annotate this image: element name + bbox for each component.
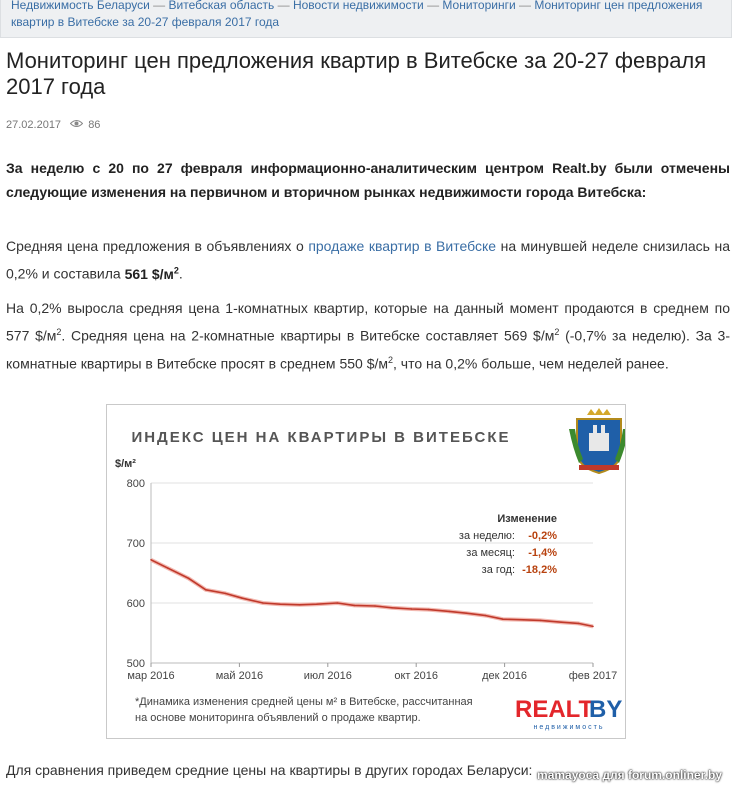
article-meta [6, 119, 100, 131]
breadcrumb-separator: — [423, 0, 443, 12]
data-point [316, 603, 318, 605]
paragraph-text: . Средняя цена на 2-комнатные квартиры в Витебске составляет 569 $/м [61, 327, 555, 344]
paragraph-text: на минувшей неделе снизилась на 0,2% и составила [6, 238, 731, 282]
data-point [540, 620, 542, 622]
superscript: 2 [173, 265, 179, 275]
data-point [167, 567, 169, 569]
comparison-intro: Для сравнения приведем средние цены на квартиры в других городах Беларуси: [6, 762, 533, 778]
data-point [411, 608, 413, 610]
legend-value-year: -18,2% [522, 564, 557, 576]
paragraph-text: Средняя цена предложения в объявлениях о [6, 238, 309, 254]
breadcrumb [0, 0, 732, 38]
legend-value-month: -1,4% [528, 547, 557, 559]
page-title: Мониторинг цен предложения квартир в Витебске за 20-27 февраля 2017 года [6, 48, 707, 99]
breadcrumb-separator: — [515, 0, 535, 12]
paragraph-text: На 0,2% выросла средняя цена 1-комнатных квартир, которые на данный момент продаются в среднем по 577 $/м [6, 300, 730, 344]
article-date: 27.02.2017 [6, 119, 62, 131]
article-lead: За неделю с 20 по 27 февраля информационно-аналитическим центром Realt.by были отмечены следующие изменения на первичном и вторичном рынках недвижимости города Витебска: [6, 160, 730, 200]
paragraph-text: . [178, 265, 183, 282]
coat-of-arms-icon [569, 408, 625, 473]
breadcrumb-item-current[interactable]: Мониторинг цен предложения квартир в Витебске за 20-27 февраля 2017 года [11, 0, 703, 29]
chart-title: ИНДЕКС ЦЕН НА КВАРТИРЫ В ВИТЕБСКЕ [131, 429, 511, 446]
y-tick-label: 500 [126, 658, 145, 670]
data-point [150, 559, 152, 561]
sale-apartments-link[interactable]: продаже квартир в Витебске [308, 238, 497, 254]
data-point [374, 605, 376, 607]
data-point [279, 603, 281, 605]
data-point [592, 626, 594, 628]
data-point [354, 605, 356, 607]
data-point [225, 593, 227, 595]
legend-label-month: за месяц: [466, 547, 515, 559]
y-tick-label: 800 [126, 478, 145, 490]
x-tick-label: фев 2017 [568, 670, 618, 682]
paragraph-text: (-0,7% за неделю). За 3-комнатные квартиры в Витебске просят в среднем 550 $/м [6, 327, 730, 372]
data-point [485, 615, 487, 617]
chart-plot-area [127, 478, 618, 682]
legend-label-week: за неделю: [458, 530, 515, 542]
average-price-value: 561 $/м [124, 265, 174, 282]
average-price [125, 266, 179, 282]
logo-text-by: BY [589, 696, 623, 723]
data-point [188, 578, 190, 580]
realt-by-logo [515, 696, 622, 731]
superscript: 2 [56, 327, 62, 337]
data-point [466, 612, 468, 614]
data-point [205, 589, 207, 591]
breadcrumb-item-region[interactable]: Витебская область [168, 0, 275, 12]
x-tick-label: окт 2016 [394, 670, 439, 682]
data-point [242, 597, 244, 599]
legend-label-year: за год: [481, 564, 515, 576]
data-point [391, 607, 393, 609]
data-point [428, 609, 430, 611]
superscript: 2 [554, 327, 560, 337]
x-tick-label: май 2016 [215, 670, 264, 682]
x-tick-label: июл 2016 [303, 670, 352, 682]
legend-value-week: -0,2% [528, 530, 557, 542]
x-tick-label: дек 2016 [482, 670, 528, 682]
breadcrumb-separator: — [274, 0, 293, 12]
breadcrumb-item-belarus[interactable]: Недвижимость Беларуси [11, 0, 150, 12]
legend-title: Изменение [497, 513, 557, 525]
y-tick-label: 600 [126, 598, 145, 610]
price-index-chart [106, 404, 626, 739]
y-tick-label: 700 [126, 538, 145, 550]
chart-footnote-line-1: *Динамика изменения средней цены м² в Витебске, рассчитанная [135, 696, 473, 708]
article-paragraph [6, 296, 730, 375]
article-paragraph [6, 234, 730, 286]
breadcrumb-item-news[interactable]: Новости недвижимости [292, 0, 424, 12]
breadcrumb-item-monitoring[interactable]: Мониторинги [442, 0, 516, 12]
data-point [262, 602, 264, 604]
data-point [337, 602, 339, 604]
logo-text-realt: REALT [515, 696, 594, 723]
chart-footnote-line-2: на основе мониторинга объявлений о продаже квартир. [135, 712, 421, 724]
paragraph-text: , что на 0,2% больше, чем неделей ранее. [393, 355, 669, 372]
data-point [523, 619, 525, 621]
chart-svg [107, 405, 625, 738]
data-point [299, 604, 301, 606]
data-point [578, 623, 580, 625]
chart-ylabel: $/м² [115, 458, 136, 470]
data-point [561, 621, 563, 623]
logo-subtext: недвижимость [533, 724, 605, 731]
data-point [502, 618, 504, 620]
view-count: 86 [88, 119, 101, 132]
chart-legend [459, 513, 557, 576]
superscript: 2 [388, 354, 394, 365]
x-tick-label: мар 2016 [127, 670, 175, 682]
eye-icon [70, 119, 83, 131]
data-point [449, 611, 451, 613]
watermark: mamayoca для forum.onliner.by [537, 768, 722, 782]
breadcrumb-separator: — [149, 0, 169, 12]
